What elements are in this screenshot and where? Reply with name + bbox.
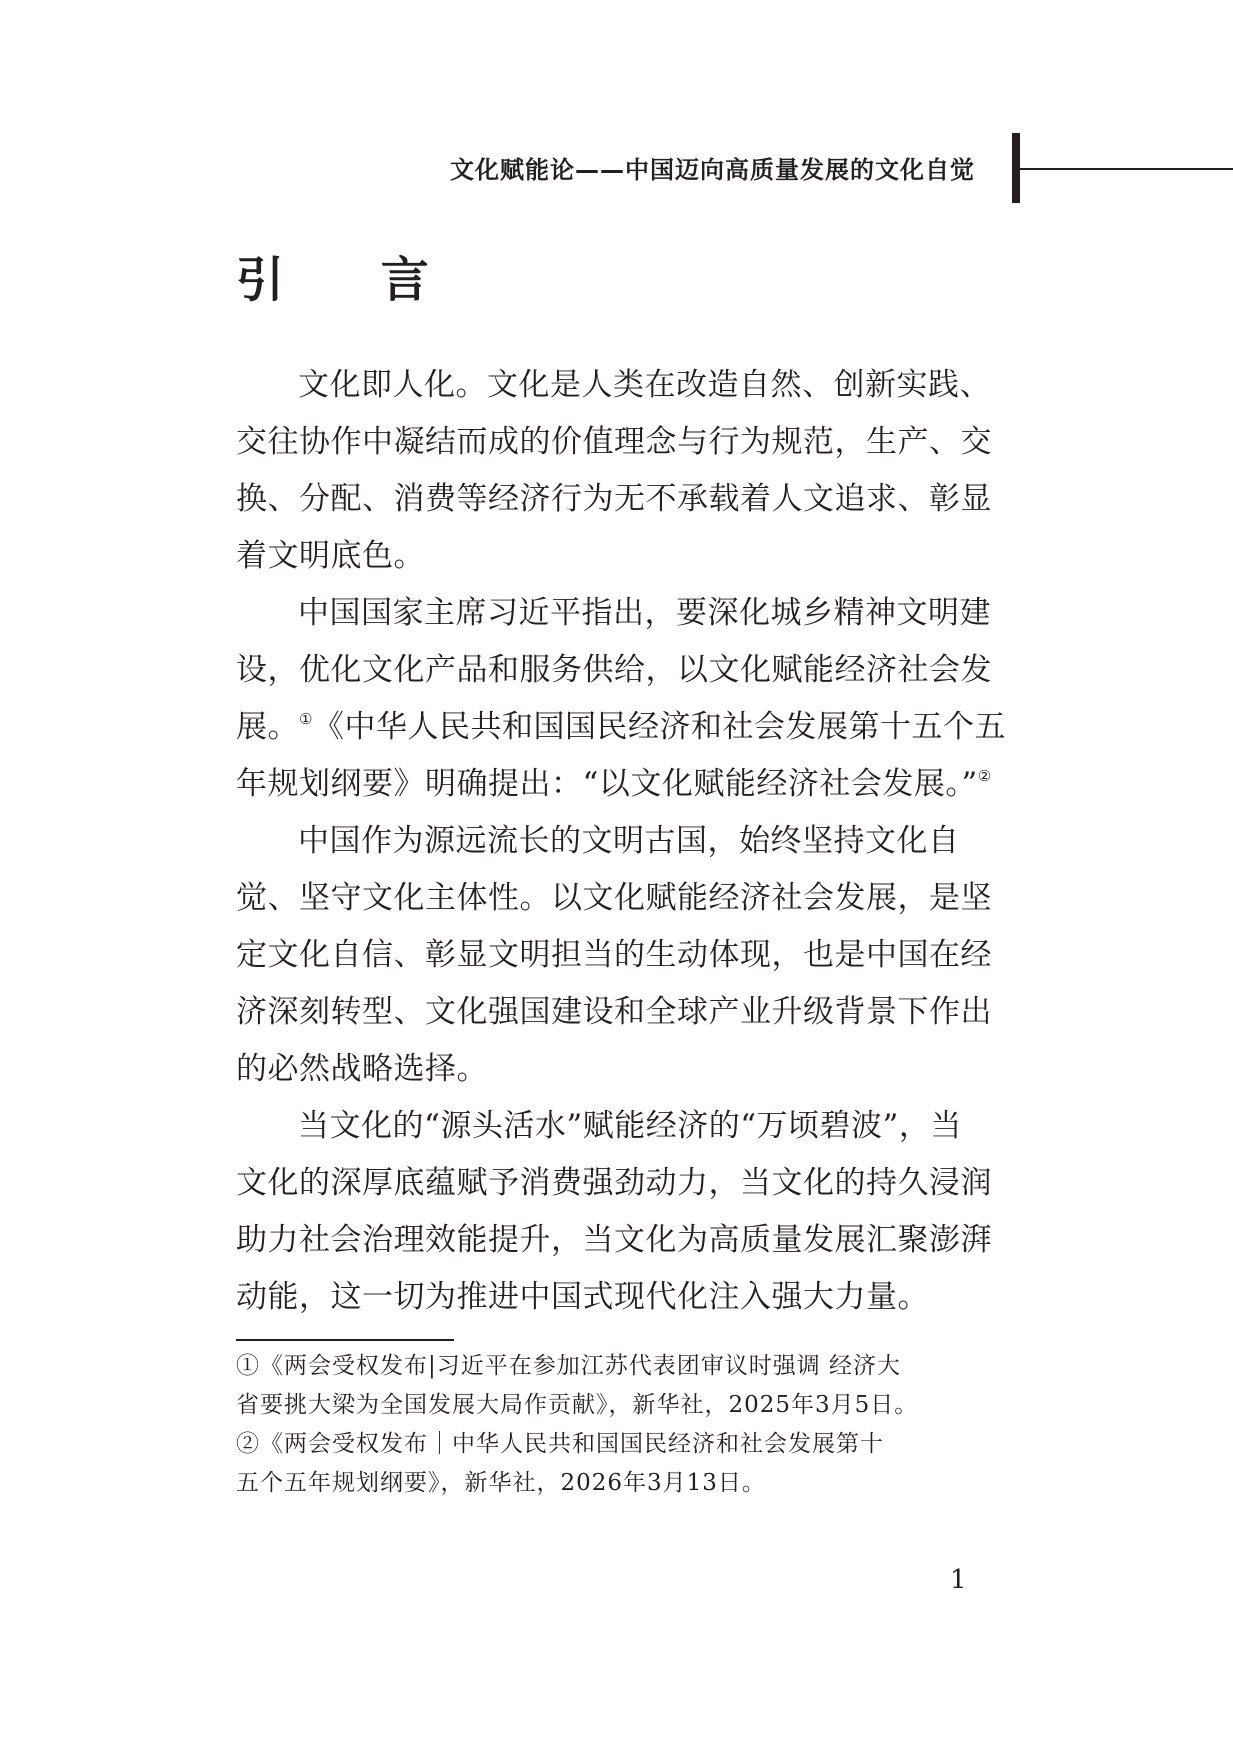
text-line: 当文化的“源头活水”赋能经济的“万顷碧波”，当 [298,1108,962,1144]
text-line: 中国国家主席习近平指出，要深化城乡精神文明建 [298,595,991,631]
header-vertical-bar [1012,133,1020,203]
page-number: 1 [950,1565,967,1595]
paragraph [236,357,992,585]
text-line: 的必然战略选择。 [236,1051,488,1087]
text-line: 交往协作中凝结而成的价值理念与行为规范，生产、交 [236,424,992,460]
footnote-separator [236,1339,454,1341]
text-line: 定文化自信、彰显文明担当的生动体现，也是中国在经 [236,937,992,973]
body-text [236,357,1006,1326]
footnote-mark-2[interactable]: ② [977,767,992,785]
header-rule-line [1020,168,1233,170]
text-line: 着文明底色。 [236,538,425,574]
text-segment: 《中华人民共和国国民经济和社会发展第十五个五 [312,709,1006,745]
text-line: 中国作为源远流长的文明古国，始终坚持文化自 [298,823,960,859]
footnote-line: ①《两会受权发布|习近平在参加江苏代表团审议时强调 经济大 [236,1353,902,1379]
text-line: 助力社会治理效能提升，当文化为高质量发展汇聚澎湃 [236,1222,992,1258]
footnotes [236,1347,976,1503]
text-line: 觉、坚守文化主体性。以文化赋能经济社会发展，是坚 [236,880,992,916]
paragraph [236,1098,992,1326]
text-line: 文化的深厚底蕴赋予消费强劲动力，当文化的持久浸润 [236,1165,992,1201]
footnote-line: 省要挑大梁为全国发展大局作贡献》，新华社，2025年3月5日。 [236,1392,919,1418]
text-line [236,756,992,813]
text-segment: 年规划纲要》明确提出：“以文化赋能经济社会发展。” [236,766,978,802]
footnote-2 [236,1425,976,1503]
chapter-title: 引 言 [236,252,469,308]
text-line: 济深刻转型、文化强国建设和全球产业升级背景下作出 [236,994,992,1030]
text-line: 动能，这一切为推进中国式现代化注入强大力量。 [236,1279,929,1315]
footnote-1 [236,1347,976,1425]
text-line: 设，优化文化产品和服务供给，以文化赋能经济社会发 [236,652,992,688]
text-segment: 展。 [236,709,299,745]
footnote-mark-1[interactable]: ① [299,710,313,728]
running-header-title: 文化赋能论——中国迈向高质量发展的文化自觉 [450,156,975,184]
text-line: 换、分配、消费等经济行为无不承载着人文追求、彰显 [236,481,992,517]
footnote-line: ②《两会受权发布｜中华人民共和国国民经济和社会发展第十 [236,1431,884,1457]
paragraph [236,813,992,1098]
footnote-line: 五个五年规划纲要》，新华社，2026年3月13日。 [236,1470,766,1496]
text-line [236,699,1006,756]
paragraph [236,585,1006,813]
text-line: 文化即人化。文化是人类在改造自然、创新实践、 [298,367,991,403]
